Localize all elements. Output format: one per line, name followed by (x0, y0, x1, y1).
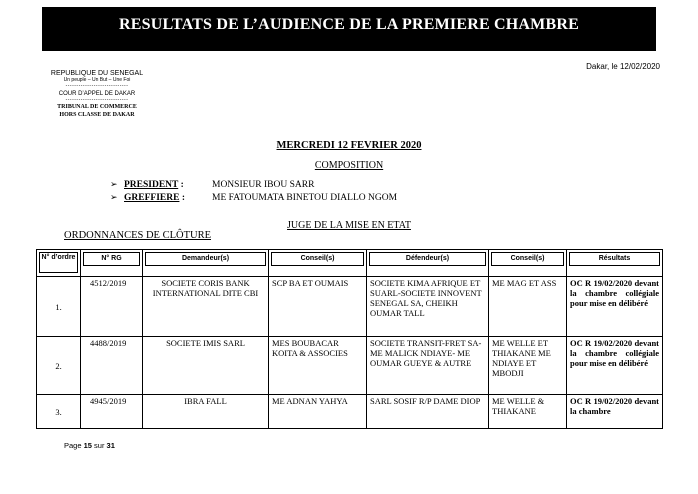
conseil-cell: ME ADNAN YAHYA (269, 395, 367, 429)
composition-title: COMPOSITION (314, 160, 384, 171)
defendeur-cell: SARL SOSIF R/P DAME DIOP (367, 395, 489, 429)
conseil-cell: MES BOUBACAR KOITA & ASSOCIES (269, 337, 367, 395)
divider: ----------------------------- (65, 97, 129, 103)
result-cell: OC R 19/02/2020 devant la chambre (567, 395, 663, 429)
total-pages: 31 (106, 441, 115, 450)
order-number: 3. (37, 395, 81, 429)
current-page: 15 (83, 441, 92, 450)
conseil-cell: ME WELLE ET THIAKANE ME NDIAYE ET MBODJI (489, 337, 567, 395)
table-row (37, 337, 663, 395)
subsection-title: ORDONNANCES DE CLÔTURE (64, 230, 211, 241)
defendeur-cell: SOCIETE KIMA AFRIQUE ET SUARL-SOCIETE INNOVENT SENEGAL SA, CHEIKH OUMAR TALL (367, 277, 489, 337)
result-cell: OC R 19/02/2020 devant la chambre collégiale pour mise en délibéré (567, 337, 663, 395)
composition-row-president: ➢ PRESIDENT : MONSIEUR IBOU SARR (110, 180, 315, 190)
order-number: 2. (37, 337, 81, 395)
person-name: ME FATOUMATA BINETOU DIALLO NGOM (212, 193, 398, 203)
role-label: GREFFIERE (124, 193, 180, 203)
motto-label: Un peuple – Un But – Une Foi (63, 77, 131, 83)
arrow-bullet-icon: ➢ (110, 193, 118, 203)
table-row (37, 277, 663, 337)
page-banner: RESULTATS DE L’AUDIENCE DE LA PREMIERE CHAMBRE (42, 7, 656, 51)
header-cell: Résultats (567, 250, 663, 277)
date-line: Dakar, le 12/02/2020 (586, 62, 660, 71)
person-name: MONSIEUR IBOU SARR (212, 180, 315, 190)
rg-number: 4512/2019 (81, 277, 143, 337)
header-cell: N° RG (81, 250, 143, 277)
conseil-cell: ME MAG ET ASS (489, 277, 567, 337)
hearings-table (36, 249, 663, 429)
arrow-bullet-icon: ➢ (110, 180, 118, 190)
institution-header (42, 70, 152, 119)
republic-label: REPUBLIQUE DU SENEGAL (50, 70, 144, 77)
tribunal-label: TRIBUNAL DE COMMERCE (57, 104, 137, 110)
header-cell: Conseil(s) (269, 250, 367, 277)
table-header-row (37, 250, 663, 277)
defendeur-cell: SOCIETE TRANSIT-FRET SA-ME MALICK NDIAYE- ME OUMAR GUEYE & AUTRE (367, 337, 489, 395)
header-cell: Défendeur(s) (367, 250, 489, 277)
demandeur-cell: IBRA FALL (143, 395, 269, 429)
header-cell: Conseil(s) (489, 250, 567, 277)
conseil-cell: SCP BA ET OUMAIS (269, 277, 367, 337)
conseil-cell: ME WELLE & THIAKANE (489, 395, 567, 429)
section-title: JUGE DE LA MISE EN ETAT (287, 220, 411, 231)
composition-row-greffiere: ➢ GREFFIERE : ME FATOUMATA BINETOU DIALLO NGOM (110, 193, 398, 203)
rg-number: 4945/2019 (81, 395, 143, 429)
day-title: MERCREDI 12 FEVRIER 2020 (276, 140, 422, 151)
header-cell: N° d’ordre (37, 250, 81, 277)
order-number: 1. (37, 277, 81, 337)
demandeur-cell: SOCIETE CORIS BANK INTERNATIONAL DITE CBI (143, 277, 269, 337)
role-label: PRESIDENT (124, 180, 179, 190)
result-cell: OC R 19/02/2020 devant la chambre collégiale pour mise en délibéré (567, 277, 663, 337)
court-label: COUR D’APPEL DE DAKAR (58, 91, 136, 97)
rg-number: 4488/2019 (81, 337, 143, 395)
demandeur-cell: SOCIETE IMIS SARL (143, 337, 269, 395)
table-row (37, 395, 663, 429)
page-footer: Page 15 sur 31 (64, 441, 115, 450)
tribunal-label: HORS CLASSE DE DAKAR (59, 112, 135, 118)
divider: ----------------------------- (65, 83, 129, 89)
header-cell: Demandeur(s) (143, 250, 269, 277)
